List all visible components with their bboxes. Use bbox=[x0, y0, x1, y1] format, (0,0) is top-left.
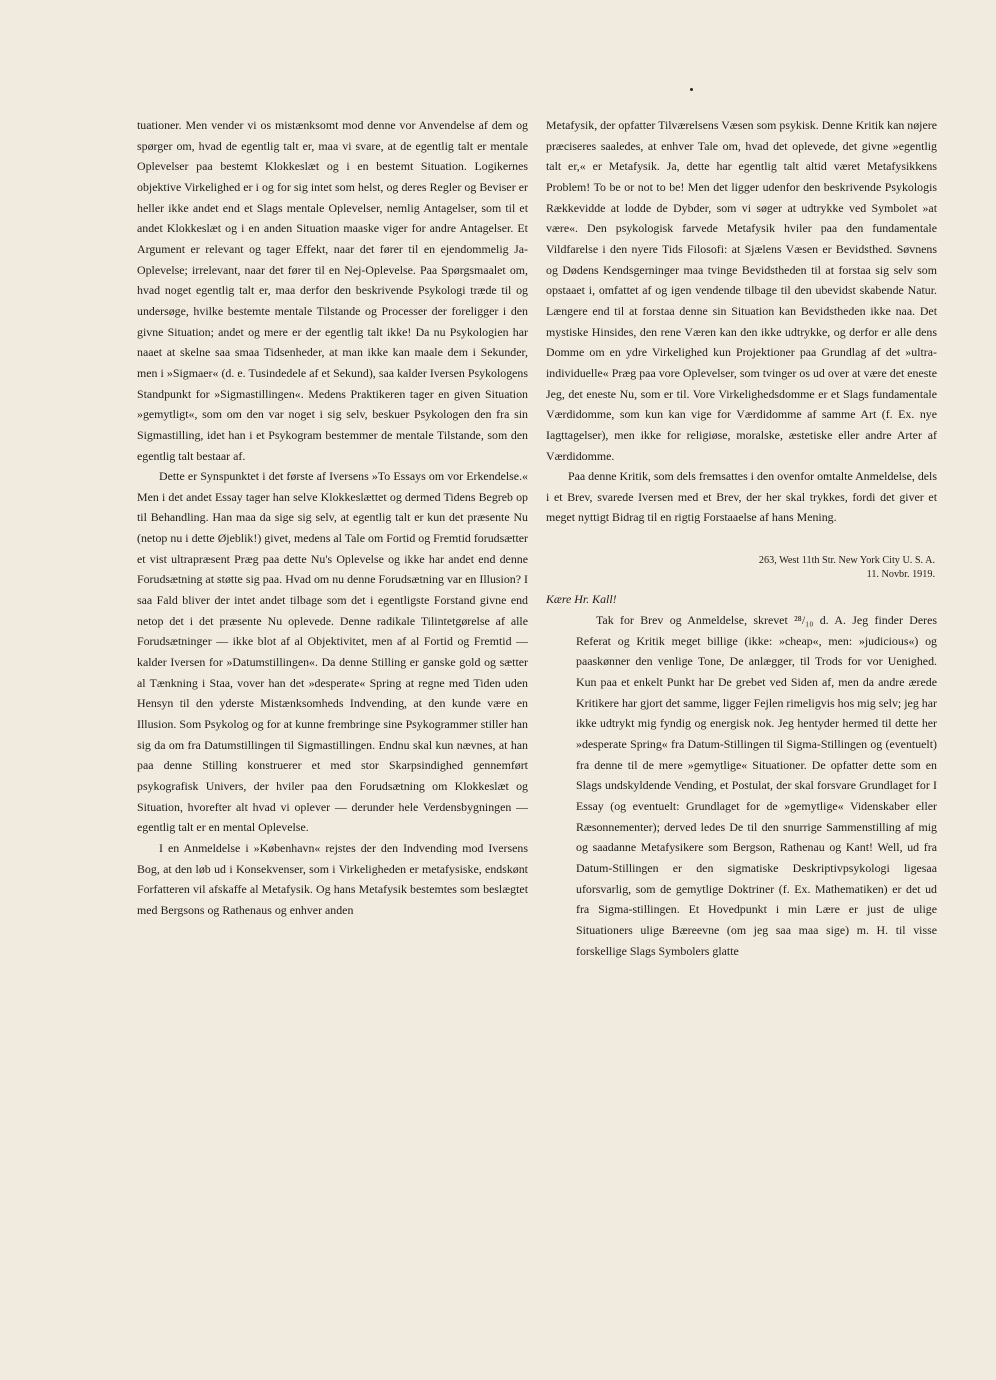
paragraph: Dette er Synspunktet i det første af Iversens »To Essays om vor Erkendelse.« Men i det andet Essay tager han selve Klokkeslættet og dermed Tidens Begreb op til Behandling. Han maa da sige sig selv, at egentlig talt er kun det præsente Nu (netop nu i dette Øjeblik!) givet, medens al Tale om Fortid og Fremtid forudsætter et vist ultrapræsent Præg paa dette Nu's Oplevelse og ikke har andet end denne Forudsætning at støtte sig paa. Hvad om nu denne Forudsætning var en Illusion? I saa Fald bliver der intet andet tilbage som det i egentligste Forstand givne end netop det i det præsente Nu oplevede. Denne radikale Tilintetgørelse af alle Forudsætninger — ikke blot af al Objektivitet, men af al Fortid og Fremtid — kalder Iversen for »Datumstillingen«. Da denne Stilling er ganske gold og sætter al Tænkning i Staa, vover han det »desperate« Spring at regne med Tiden uden Hensyn til den yderste Mistænksomheds Indvending, at den kunde være en Illusion. Som Psykolog og for at kunne frembringe sine Psykogrammer stiller han sig da om fra Datumstillingen til Sigmastillingen. Endnu skal kun nævnes, at han paa denne Stilling konstruerer et med stor Skarpsindighed gennemført psykografisk Univers, der hviler paa den Forudsætning om Klokkeslæt og Situation, hvorefter alt hvad vi oplever — derunder hele Verdensbygningen — egentlig talt er en mental Oplevelse. bbox=[137, 469, 528, 835]
letter-date: 11. Novbr. 1919. bbox=[866, 569, 935, 581]
letter-salutation: Kære Hr. Kall! bbox=[546, 592, 617, 607]
paragraph: I en Anmeldelse i »København« rejstes der den Indvending mod Iversens Bog, at den løb ud i Konsekvenser, som i Virkeligheden er metafysiske, endskønt Forfatteren vil afskaffe al Metafysik. Og hans Metafysik bestemtes som beslægtet med Bergsons og Rathenaus og enhver anden bbox=[137, 840, 528, 917]
left-column bbox=[137, 115, 528, 921]
letter-address bbox=[546, 554, 935, 582]
paragraph: Tak for Brev og Anmeldelse, skrevet ²⁸/₁₀ d. A. Jeg finder Deres Referat og Kritik meget billige (ikke: »cheap«, men: »judicious«) og paaskønner den venlige Tone, De anlægger, til Trods for vor Uenighed. Kun paa et enkelt Punkt har De grebet ved Siden af, men da andre ærede Kritikere har gjort det samme, ligger Fejlen rimeligvis hos mig selv; jeg har ikke udtrykt mig fyndig og energisk nok. Jeg hentyder hermed til dette her »desperate Spring« fra Datum-Stillingen til Sigma-Stillingen og (eventuelt) fra denne til de mere »gemytlige« Situationer. De opfatter dette som en Slags undskyldende Vending, et Postulat, der skal forsvare Grundlaget for I Essay (og eventuelt: Grundlaget for de »gemytlige« Videnskaber eller Ræsonnementer); derved ledes De til den snurrige Sammenstilling af mig og saadanne Metafysikere som Bergson, Rathenau og Kant! Well, ud fra Datum-Stillingen er den sigmatiske Deskriptivpsykologi ligesaa uforsvarlig, som de gemytlige Doktriner (f. Ex. Mathematiken) er det ud fra Sigma-stillingen. Et Hovedpunkt i min Lære er just de ulige Situationers ulige Bæreevne (om jeg saa maa sige) m. H. til visse forskellige Slags Symbolers glatte bbox=[576, 613, 937, 958]
paragraph: Metafysik, der opfatter Tilværelsens Væsen som psykisk. Denne Kritik kan nøjere præciseres saaledes, at enhver Tale om, hvad det oplevede, det givne »egentlig talt er,« er Metafysik. Ja, dette har egentlig talt altid været Metafysikkens Problem! To be or not to be! Men det ligger udenfor den beskrivende Psykologis Rækkevidde at lodde de Dybder, som vi søger at udtrykke ved Symbolet »at være«. Den psykologisk farvede Metafysik hviler paa den fundamentale Vildfarelse i den nyere Tids Filosofi: at Sjælens Væsen er Bevidsthed. Søvnens og Dødens Kendsgerninger maa tvinge Bevidstheden til at forstaa sig selv som opstaaet i, omfattet af og igen vendende tilbage til den ubevidst skabende Natur. Længere end til at forstaa denne sin Situation kan Bevidstheden ikke naa. Det mystiske Hinsides, den rene Væren kan den ikke udtrykke, og derfor er alle dens Domme om en ydre Virkelighed kun Projektioner paa Grundlag af det »ultra-individuelle« Præg paa vore Oplevelser, som tvinger os ud over at være det eneste Jeg, det eneste Nu, som er til. Vore Virkelighedsdomme er et Slags fundamentale Værdidomme, som kun kan vige for Værdidomme af samme Art (f. Ex. nye Iagttagelser), men ikke for religiøse, moralske, æstetiske eller andre Arter af Værdidomme. bbox=[546, 118, 937, 463]
address-line: 263, West 11th Str. New York City U. S. A. bbox=[758, 555, 935, 567]
ink-speck bbox=[690, 88, 693, 91]
letter-body bbox=[546, 610, 937, 961]
right-column bbox=[546, 115, 937, 961]
paragraph: tuationer. Men vender vi os mistænksomt mod denne vor Anvendelse af dem og spørger om, hvad de egentlig talt er, maa vi svare, at de egentlig talt er mentale Oplevelser paa bestemt Klokkeslæt og i en bestemt Situation. Logikernes objektive Virkelighed er i og for sig intet som helst, og deres Regler og Beviser er heller ikke andet end et Slags mentale Oplevelser, nemlig Antagelser, som til et andet Klokkeslæt og i en anden Situation maaske viger for andre Antagelser. Et Argument er relevant og tager Effekt, naar det fører til en ejendommelig Ja-Oplevelse; irrelevant, naar det fører til en Nej-Oplevelse. Paa Spørgsmaalet om, hvad noget egentlig talt er, maa derfor den beskrivende Psykologi træde til og undersøge, hvilke bestemte mentale Tilstande og Processer der foreligger i den givne Situation; andet og mere er der egentlig talt ikke! Da nu Psykologien har naaet at skelne saa smaa Tidsenheder, at man ikke kan maale dem i Sekunder, men i »Sigmaer« (d. e. Tusindedele af et Sekund), saa kalder Iversen Psykologens Standpunkt for »Sigmastillingen«. Medens Praktikeren tager en given Situation »gemytligt«, som om den var noget i sig selv, beskuer Psykologen den fra sin Sigmastilling, idet han i et Psykogram bestemmer de mentale Tilstande, som den egentlig talt bestaar af. bbox=[137, 118, 528, 463]
paragraph: Paa denne Kritik, som dels fremsattes i den ovenfor omtalte Anmeldelse, dels i et Brev, svarede Iversen med et Brev, der her skal trykkes, fordi det giver et meget nyttigt Bidrag til en rigtig Forstaaelse af hans Mening. bbox=[546, 469, 937, 525]
